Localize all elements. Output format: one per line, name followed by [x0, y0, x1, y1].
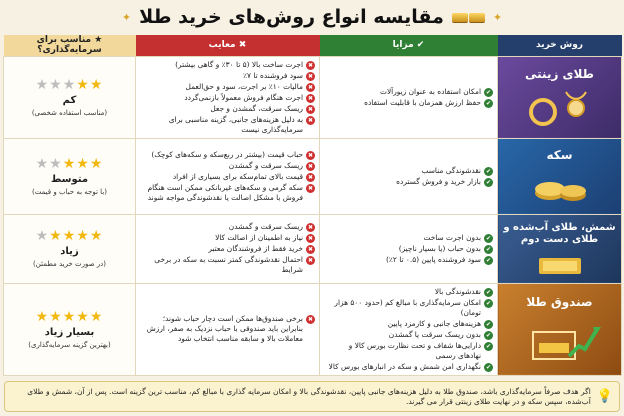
cons-fund: ✖ برخی صندوق‌ها ممکن است دچار حباب شوند؛ بنابراین باید صندوقی با حباب نزدیک به صفر، ارزش معاملات بالا و سابقه مناسب انتخاب شود: [136, 283, 320, 375]
pros-bullion: ✔ بدون اجرت ساخت ✔ بدون حباب (یا بسیار ناچیز) ✔ سود فروشنده پایین (۰.۵ تا ۲٪): [320, 214, 498, 283]
jewelry-icon: [521, 86, 599, 131]
header-cons: ✖ معایب: [136, 35, 320, 56]
x-icon: ✖: [235, 40, 247, 51]
rating-coin: ★★★★★ متوسط (با توجه به حباب و قیمت): [4, 138, 136, 214]
star-rating: ★★★★★: [35, 155, 104, 172]
page-title: مقایسه انواع روش‌های خرید طلا: [139, 6, 444, 28]
header-rating: ★ مناسب برای سرمایه‌گذاری؟: [4, 35, 136, 56]
row-jewelry: [4, 56, 622, 138]
pros-jewelry: ✔ امکان استفاده به عنوان زیورآلات ✔ حفظ ارزش همزمان با قابلیت استفاده: [320, 56, 498, 138]
gold-fund-icon: [517, 314, 603, 368]
bulb-icon: 💡: [596, 389, 613, 404]
cons-coin: ✖ حباب قیمت (بیشتر در ربع‌سکه و سکه‌های کوچک) ✖ ریسک سرقت و گمشدن ✖ قیمت بالای تمام‌سکه برای بسیاری از افراد ✖ سکه گرمی و سکه‌های غیربانکی ممکن است هنگام فروش با مشکل اصالت یا نقدشوندگی مواجه شوند: [136, 138, 320, 214]
cons-jewelry: ✖ اجرت ساخت بالا (۵ تا ۳۰٪ و گاهی بیشتر) ✖ سود فروشنده تا ۷٪ ✖ مالیات ۱۰٪ بر اجرت، سود و حق‌العمل ✖ اجرت هنگام فروش معمولاً بازنمی‌گردد ✖ ریسک سرقت، گمشدن و جعل ✖ به دلیل هزینه‌های جانبی، گزینه مناسبی برای سرمایه‌گذاری نیست: [136, 56, 320, 138]
method-coin: سکه: [498, 138, 622, 214]
rating-jewelry: ★★★★★ کم (مناسب استفاده شخصی): [4, 56, 136, 138]
star-rating: ★★★★★: [35, 228, 104, 244]
pros-coin: ✔ نقدشوندگی مناسب ✔ بازار خرید و فروش گسترده: [320, 138, 498, 214]
rating-bullion: ★★★★★ زیاد (در صورت خرید مطمئن): [4, 214, 136, 283]
title-bar: [0, 2, 624, 32]
comparison-table: [3, 35, 622, 376]
row-fund: [4, 283, 622, 375]
method-jewelry: طلای زینتی: [498, 56, 622, 138]
rating-fund: ★★★★★ بسیار زیاد (بهترین گزینه سرمایه‌گذاری): [4, 283, 136, 375]
coins-icon: [522, 167, 598, 209]
row-coin: [4, 138, 622, 214]
star-rating: ★★★★★: [35, 308, 104, 325]
summary-text: اگر هدف صرفاً سرمایه‌گذاری باشد، صندوق طلا به دلیل هزینه‌های جانبی پایین، نقدشوندگی بالا و امکان سرمایه گذاری با مبالغ کم، مناسب ترین گزینه است. پس از آن، شمش و طلای آب‌شده، سپس سکه و در نهایت طلای زینتی قرار می گیرند.: [27, 386, 591, 406]
method-bullion: شمش، طلای آب‌شده و طلای دست دوم: [498, 214, 622, 283]
star-rating: ★★★★★: [35, 76, 104, 93]
pros-fund: ✔ نقدشوندگی بالا ✔ امکان سرمایه‌گذاری با مبالغ کم (حدود ۵۰۰ هزار تومان) ✔ هزینه‌های جانبی و کارمزد پایین ✔ بدون ریسک سرقت یا گمشدن ✔ دارایی‌ها شفاف و تحت نظارت بورس کالا و نهادهای رسمی ✔ نگهداری امن شمش و سکه در انبارهای بورس کالا: [320, 283, 498, 375]
sparkle-icon: ✦: [121, 10, 132, 24]
summary-box: [4, 381, 620, 412]
cons-bullion: ✖ ریسک سرقت و گمشدن ✖ نیاز به اطمینان از اصالت کالا ✖ خرید فقط از فروشندگان معتبر ✖ احتمال نقدشوندگی کمتر نسبت به سکه در برخی شرایط: [136, 214, 320, 283]
sparkle-icon: ✦: [492, 10, 503, 24]
check-icon: ✔: [413, 40, 425, 51]
gold-bars-icon: [452, 13, 485, 22]
gold-bar-icon: [521, 250, 599, 280]
row-bullion: [4, 214, 622, 283]
header-method: روش خرید: [498, 35, 622, 56]
method-fund: صندوق طلا: [498, 283, 622, 375]
star-icon: ★: [91, 35, 103, 46]
header-pros: ✔ مزایا: [320, 35, 498, 56]
